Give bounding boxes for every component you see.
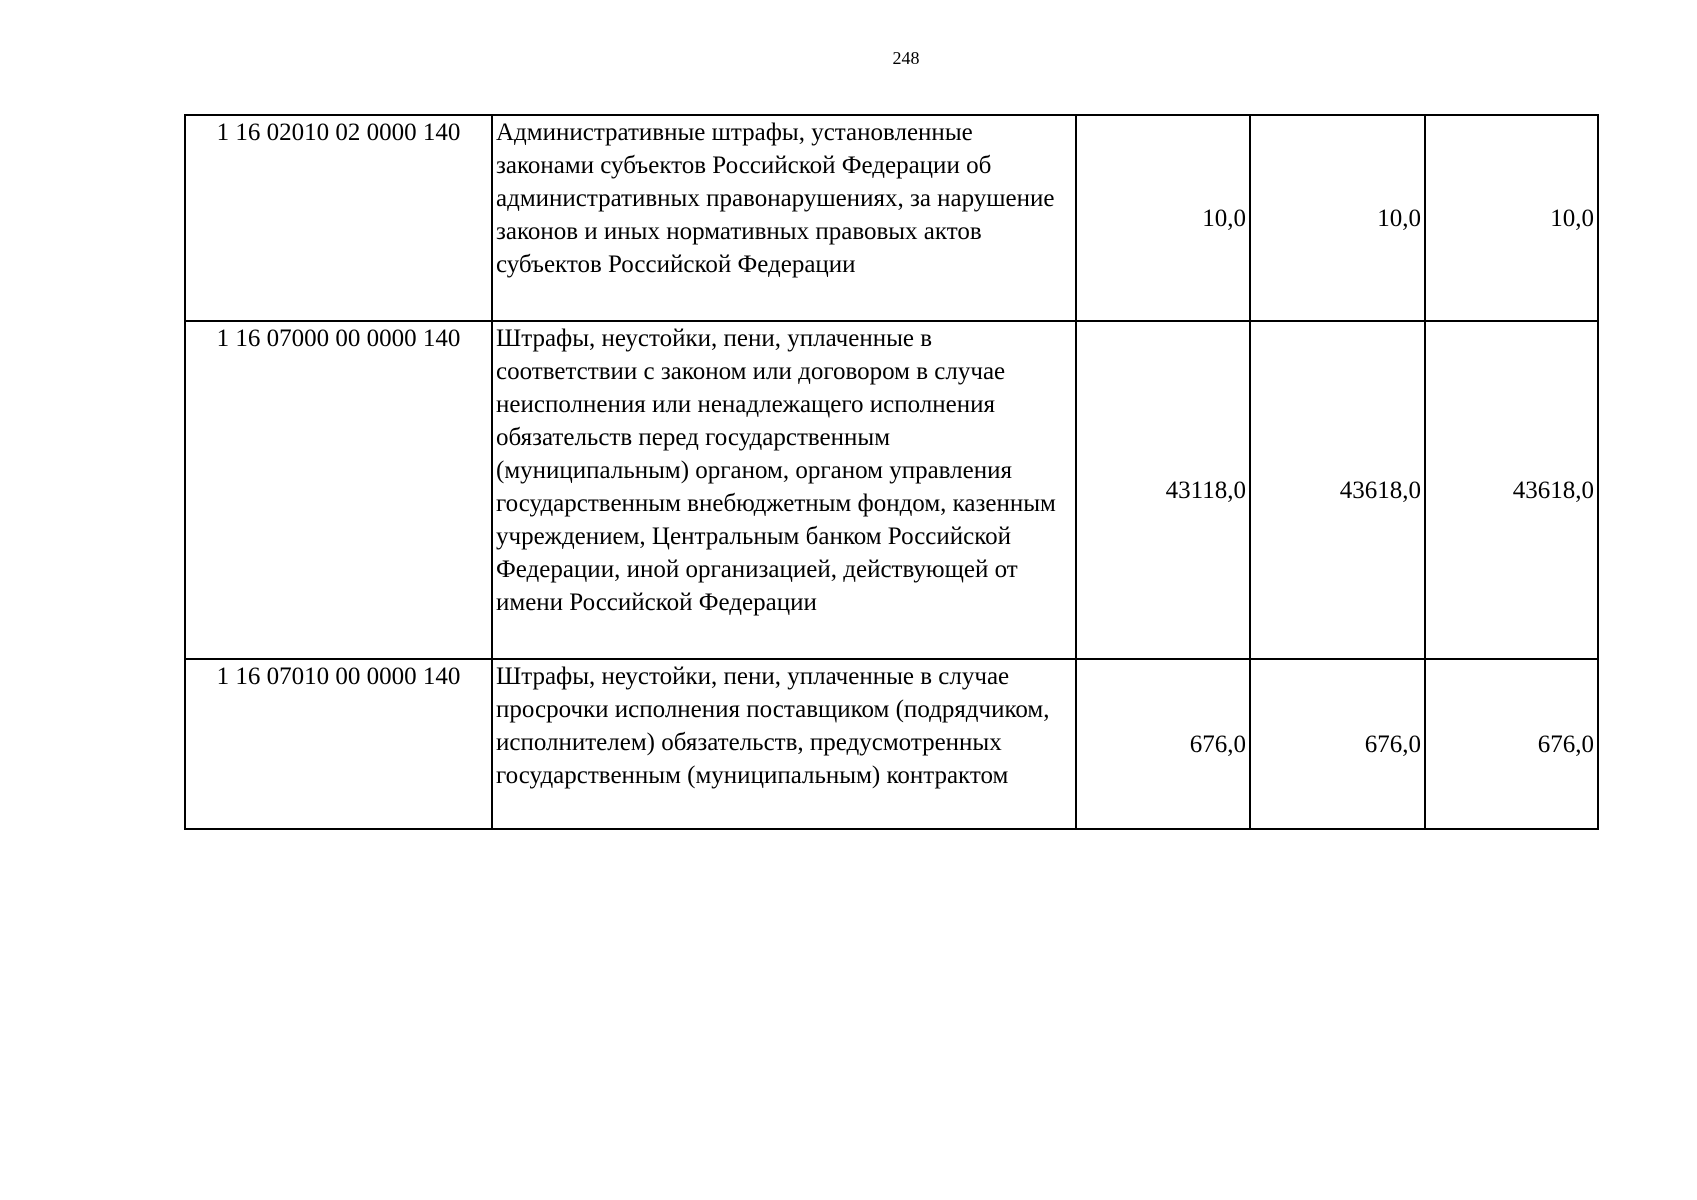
amount-year-1-cell: 10,0 — [1076, 115, 1250, 321]
amount-year-2-cell: 676,0 — [1250, 659, 1425, 829]
amount-year-1-cell: 43118,0 — [1076, 321, 1250, 659]
revenue-description-cell: Штрафы, неустойки, пени, уплаченные в случае просрочки исполнения поставщиком (подрядчиком, исполнителем) обязательств, предусмотренных государственным (муниципальным) контрактом — [492, 659, 1076, 829]
revenue-description-cell: Административные штрафы, установленные законами субъектов Российской Федерации об административных правонарушениях, за нарушение законов и иных нормативных правовых актов субъектов Российской Федерации — [492, 115, 1076, 321]
revenue-code-cell: 1 16 07010 00 0000 140 — [185, 659, 492, 829]
revenue-code-cell: 1 16 02010 02 0000 140 — [185, 115, 492, 321]
amount-year-3-cell: 676,0 — [1425, 659, 1598, 829]
revenue-code-cell: 1 16 07000 00 0000 140 — [185, 321, 492, 659]
amount-year-2-cell: 10,0 — [1250, 115, 1425, 321]
amount-year-1-cell: 676,0 — [1076, 659, 1250, 829]
table-row — [185, 115, 1598, 321]
page-number: 248 — [892, 48, 920, 68]
budget-revenue-table — [184, 114, 1599, 830]
amount-year-3-cell: 43618,0 — [1425, 321, 1598, 659]
revenue-description-cell: Штрафы, неустойки, пени, уплаченные в соответствии с законом или договором в случае неисполнения или ненадлежащего исполнения обязательств перед государственным (муниципальным) органом, органом управления государственным внебюджетным фондом, казенным учреждением, Центральным банком Российской Федерации, иной организацией, действующей от имени Российской Федерации — [492, 321, 1076, 659]
table-row — [185, 659, 1598, 829]
amount-year-3-cell: 10,0 — [1425, 115, 1598, 321]
table-row — [185, 321, 1598, 659]
amount-year-2-cell: 43618,0 — [1250, 321, 1425, 659]
